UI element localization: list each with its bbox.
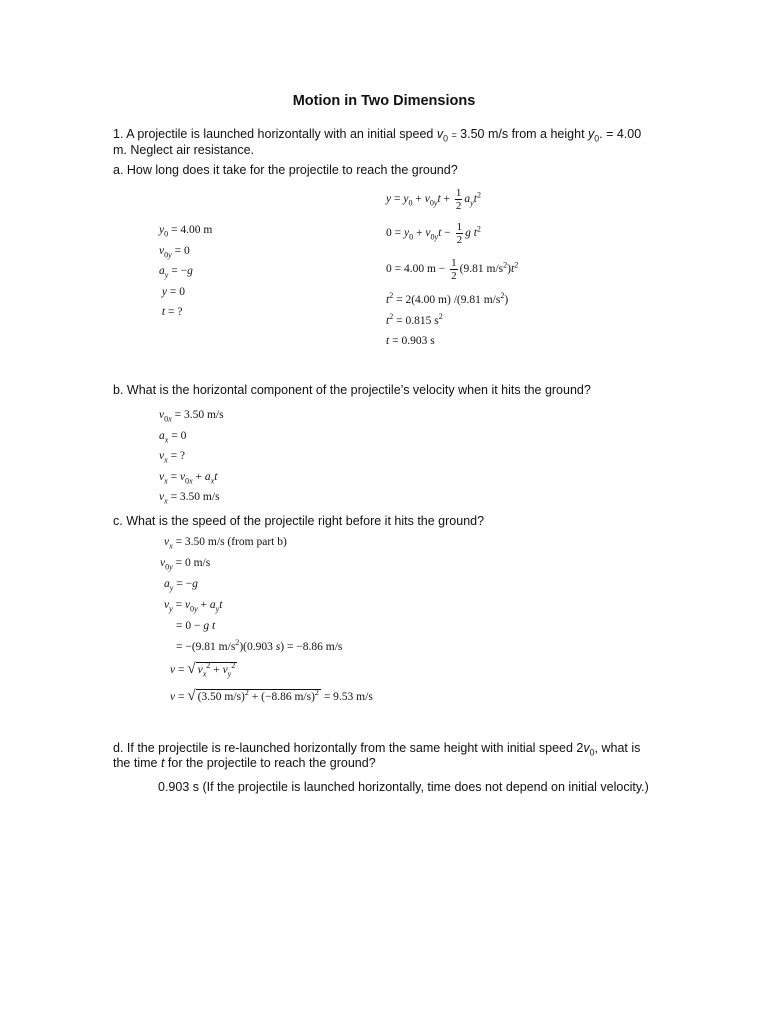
part-c-line-6: = −(9.81 $m/s^2)(0.903$ s) = −8.86 m/s [176,638,343,653]
part-d-question-line-1: d. If the projectile is re-launched horizontally from the same height with initial speed $2v_0$, what is [113,741,641,758]
given-t: t = ? [161,306,183,318]
part-a-question: a. How long does it take for the projectile to reach the ground? [113,163,458,177]
part-b-line-3: $v_x$ = ? [159,450,186,465]
part-c-line-2: $v_{0y} = 0$ m/s [160,557,211,572]
solution-line-6: t = 0.903 s [386,335,435,347]
solution-line-5: $t^2 = 0.815$ $s^2$ [386,312,443,327]
solution-line-3: 0 = 4.00 m − $\frac{1}{2}$ (9.81 $m/s^2)t^2$ [386,257,519,282]
solution-line-2: $0 = y_0 + v_{0y}t$ − $\frac{1}{2}$ g $t^2$ [386,221,481,246]
part-c-line-7: v = √ $v_x^2 + v_y^2$ [170,661,236,679]
part-a-givens [159,220,212,323]
part-b-line-4: $v_x = v_{0x} + a_xt$ [159,470,218,485]
part-c-line-8: v = √ (3.50 m/s)$^2$ + (−8.86 m/s)$^2$ = 9.53 m/s [170,688,373,704]
problem-statement [113,127,658,158]
problem-number: 1. [113,127,124,141]
problem-statement-line-1: 1. A projectile is launched horizontally with an initial speed $v_0 = 3.50$ m/s from a height $y_0$. = 4.00 [113,127,642,144]
part-c-line-5: = 0 − g t [176,620,216,632]
part-b-line-2: $a_x = 0$ [159,429,187,444]
given-y: y = 0 [161,285,185,298]
problem-statement-line-2: m. Neglect air resistance. [113,143,255,157]
part-d-question [113,741,658,771]
page-title: Motion in Two Dimensions [292,93,476,109]
part-b-question: b. What is the horizontal component of the projectile’s velocity when it hits the ground? [113,383,591,397]
solution-line-4: $t^2 = 2(4.00$ m) /(9.81 $m/s^2$) [386,291,509,306]
solution-line-1: $y = y_0 + v_{0y}t$ + $\frac{1}{2}$ $a_yt^2$ [386,187,481,212]
part-d-answer: 0.903 s (If the projectile is launched horizontally, time does not depend on initial velocity.) [158,780,649,794]
part-d-question-line-2: the time t for the projectile to reach the ground? [113,756,376,770]
part-b-line-5: $v_x = 3.50$ m/s [159,491,220,506]
part-c-line-1: $v_x = 3.50$ m/s (from part b) [164,536,287,551]
given-y0: $y_0 = 4.00$ m [159,224,213,239]
part-c-line-3: $a_y = -g$ [164,578,198,593]
part-b-line-1: $v_{0x} = 3.50$ m/s [159,409,224,424]
part-c-line-4: $v_y = v_{0y} + a_yt$ [164,599,223,614]
given-v0y: $v_{0y} = 0$ [159,244,190,259]
part-c-question: c. What is the speed of the projectile right before it hits the ground? [113,514,485,528]
part-b-solution [159,405,224,508]
given-ay: $a_y = -g$ [159,265,193,280]
